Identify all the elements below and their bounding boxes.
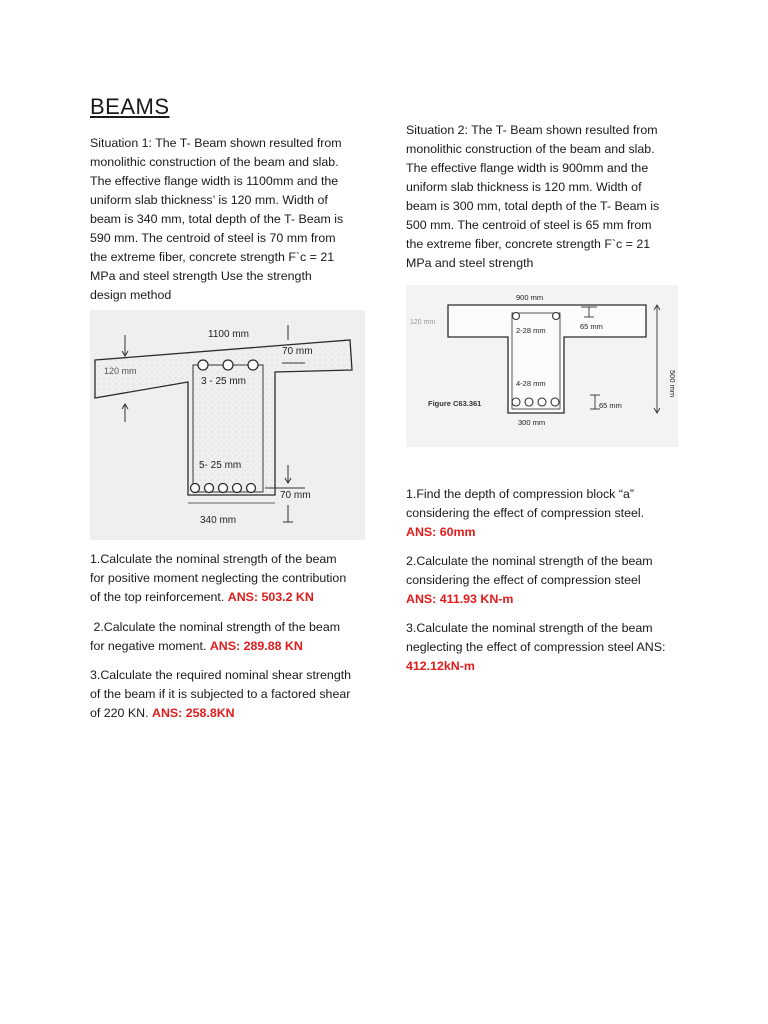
top-bars-label: 2-28 mm [516,326,546,335]
flange-width-label: 900 mm [516,293,544,302]
text-line: 3.Calculate the required nominal shear strength [90,668,352,682]
s2-question-3 [406,619,665,676]
bottom-bar [247,484,256,493]
bottom-bar [205,484,214,493]
bottom-bar [538,398,546,406]
s2-question-1 [406,485,644,542]
text-line: for positive moment neglecting the contribution [90,571,347,585]
text-line: of the beam if it is subjected to a factored shear [90,687,351,701]
text-line: of the top reinforcement. [90,590,228,604]
total-depth-label: 500 mm [668,370,677,398]
page-title: BEAMS [90,94,170,119]
answer: ANS: 411.93 KN-m [406,592,514,606]
text-line: considering the effect of compression steel. [406,506,645,520]
text-line: design method [90,288,172,302]
s2-question-2 [406,552,653,609]
text-line: uniform slab thickness is 120 mm. Width of [406,180,642,194]
t-beam-figure-1 [90,310,365,540]
s1-question-3 [90,666,351,723]
text-line: uniform slab thickness’ is 120 mm. Width of [90,193,328,207]
answer: ANS: 258.8KN [152,706,235,720]
text-line: the extreme fiber, concrete strength F`c = 21 [90,250,335,264]
situation-2-text [406,121,659,273]
bottom-bar [219,484,228,493]
bottom-bars-label: 4-28 mm [516,379,546,388]
bottom-bar [512,398,520,406]
s1-question-2 [90,618,340,656]
t-beam-drawing-1 [90,310,365,540]
text-line: the extreme fiber, concrete strength F`c = 21 [406,237,651,251]
slab-thickness-label: 120 mm [104,366,137,376]
flange-width-label: 1100 mm [208,329,249,340]
text-line: monolithic construction of the beam and slab. [90,155,339,169]
s1-question-1 [90,550,346,607]
bottom-bar [233,484,242,493]
text-line: neglecting the effect of compression steel ANS: [406,640,666,654]
answer: 412.12kN-m [406,659,475,673]
slab-thickness-label: 120 mm [410,319,436,326]
bottom-cover-label: 70 mm [280,490,311,501]
answer: ANS: 289.88 KN [209,639,303,653]
bottom-bar [191,484,200,493]
text-line: beam is 340 mm, total depth of the T- Beam is [90,212,344,226]
bottom-bar [525,398,533,406]
text-line: of 220 KN. [90,706,152,720]
top-bar [513,313,520,320]
text-line: MPa and steel strength [406,256,534,270]
top-cover-label: 65 mm [580,322,603,331]
top-bar [553,313,560,320]
text-line: monolithic construction of the beam and slab. [406,142,655,156]
text-line: 1.Calculate the nominal strength of the beam [90,552,337,566]
text-line: MPa and steel strength Use the strength [90,269,312,283]
text-line: 2.Calculate the nominal strength of the beam [90,620,341,634]
top-cover-label: 70 mm [282,346,313,357]
text-line: considering the effect of compression steel [406,573,641,587]
situation-1-text [90,134,343,305]
text-line: Situation 2: The T- Beam shown resulted from [406,123,658,137]
text-line: 590 mm. The centroid of steel is 70 mm from [90,231,336,245]
top-bar [198,360,208,370]
text-line: The effective flange width is 1100mm and the [90,174,339,188]
top-bar [223,360,233,370]
bottom-bar [551,398,559,406]
text-line: 1.Find the depth of compression block “a” [406,487,634,501]
t-beam-drawing-2 [406,285,678,447]
answer: ANS: 60mm [406,525,476,539]
text-line: Situation 1: The T- Beam shown resulted from [90,136,342,150]
bottom-bars-label: 5- 25 mm [199,460,242,471]
top-bar [248,360,258,370]
bottom-cover-label: 65 mm [599,401,622,410]
text-line: for negative moment. [90,639,210,653]
t-beam-figure-2 [406,285,678,447]
top-bars-label: 3 - 25 mm [201,376,247,387]
text-line: The effective flange width is 900mm and the [406,161,649,175]
text-line: beam is 300 mm, total depth of the T- Beam is [406,199,660,213]
text-line: 2.Calculate the nominal strength of the beam [406,554,653,568]
text-line: 500 mm. The centroid of steel is 65 mm from [406,218,652,232]
figure-caption: Figure C63.361 [428,399,482,408]
web-width-label: 300 mm [518,418,546,427]
text-line: 3.Calculate the nominal strength of the beam [406,621,653,635]
web-width-label: 340 mm [200,515,237,526]
answer: ANS: 503.2 KN [227,590,314,604]
